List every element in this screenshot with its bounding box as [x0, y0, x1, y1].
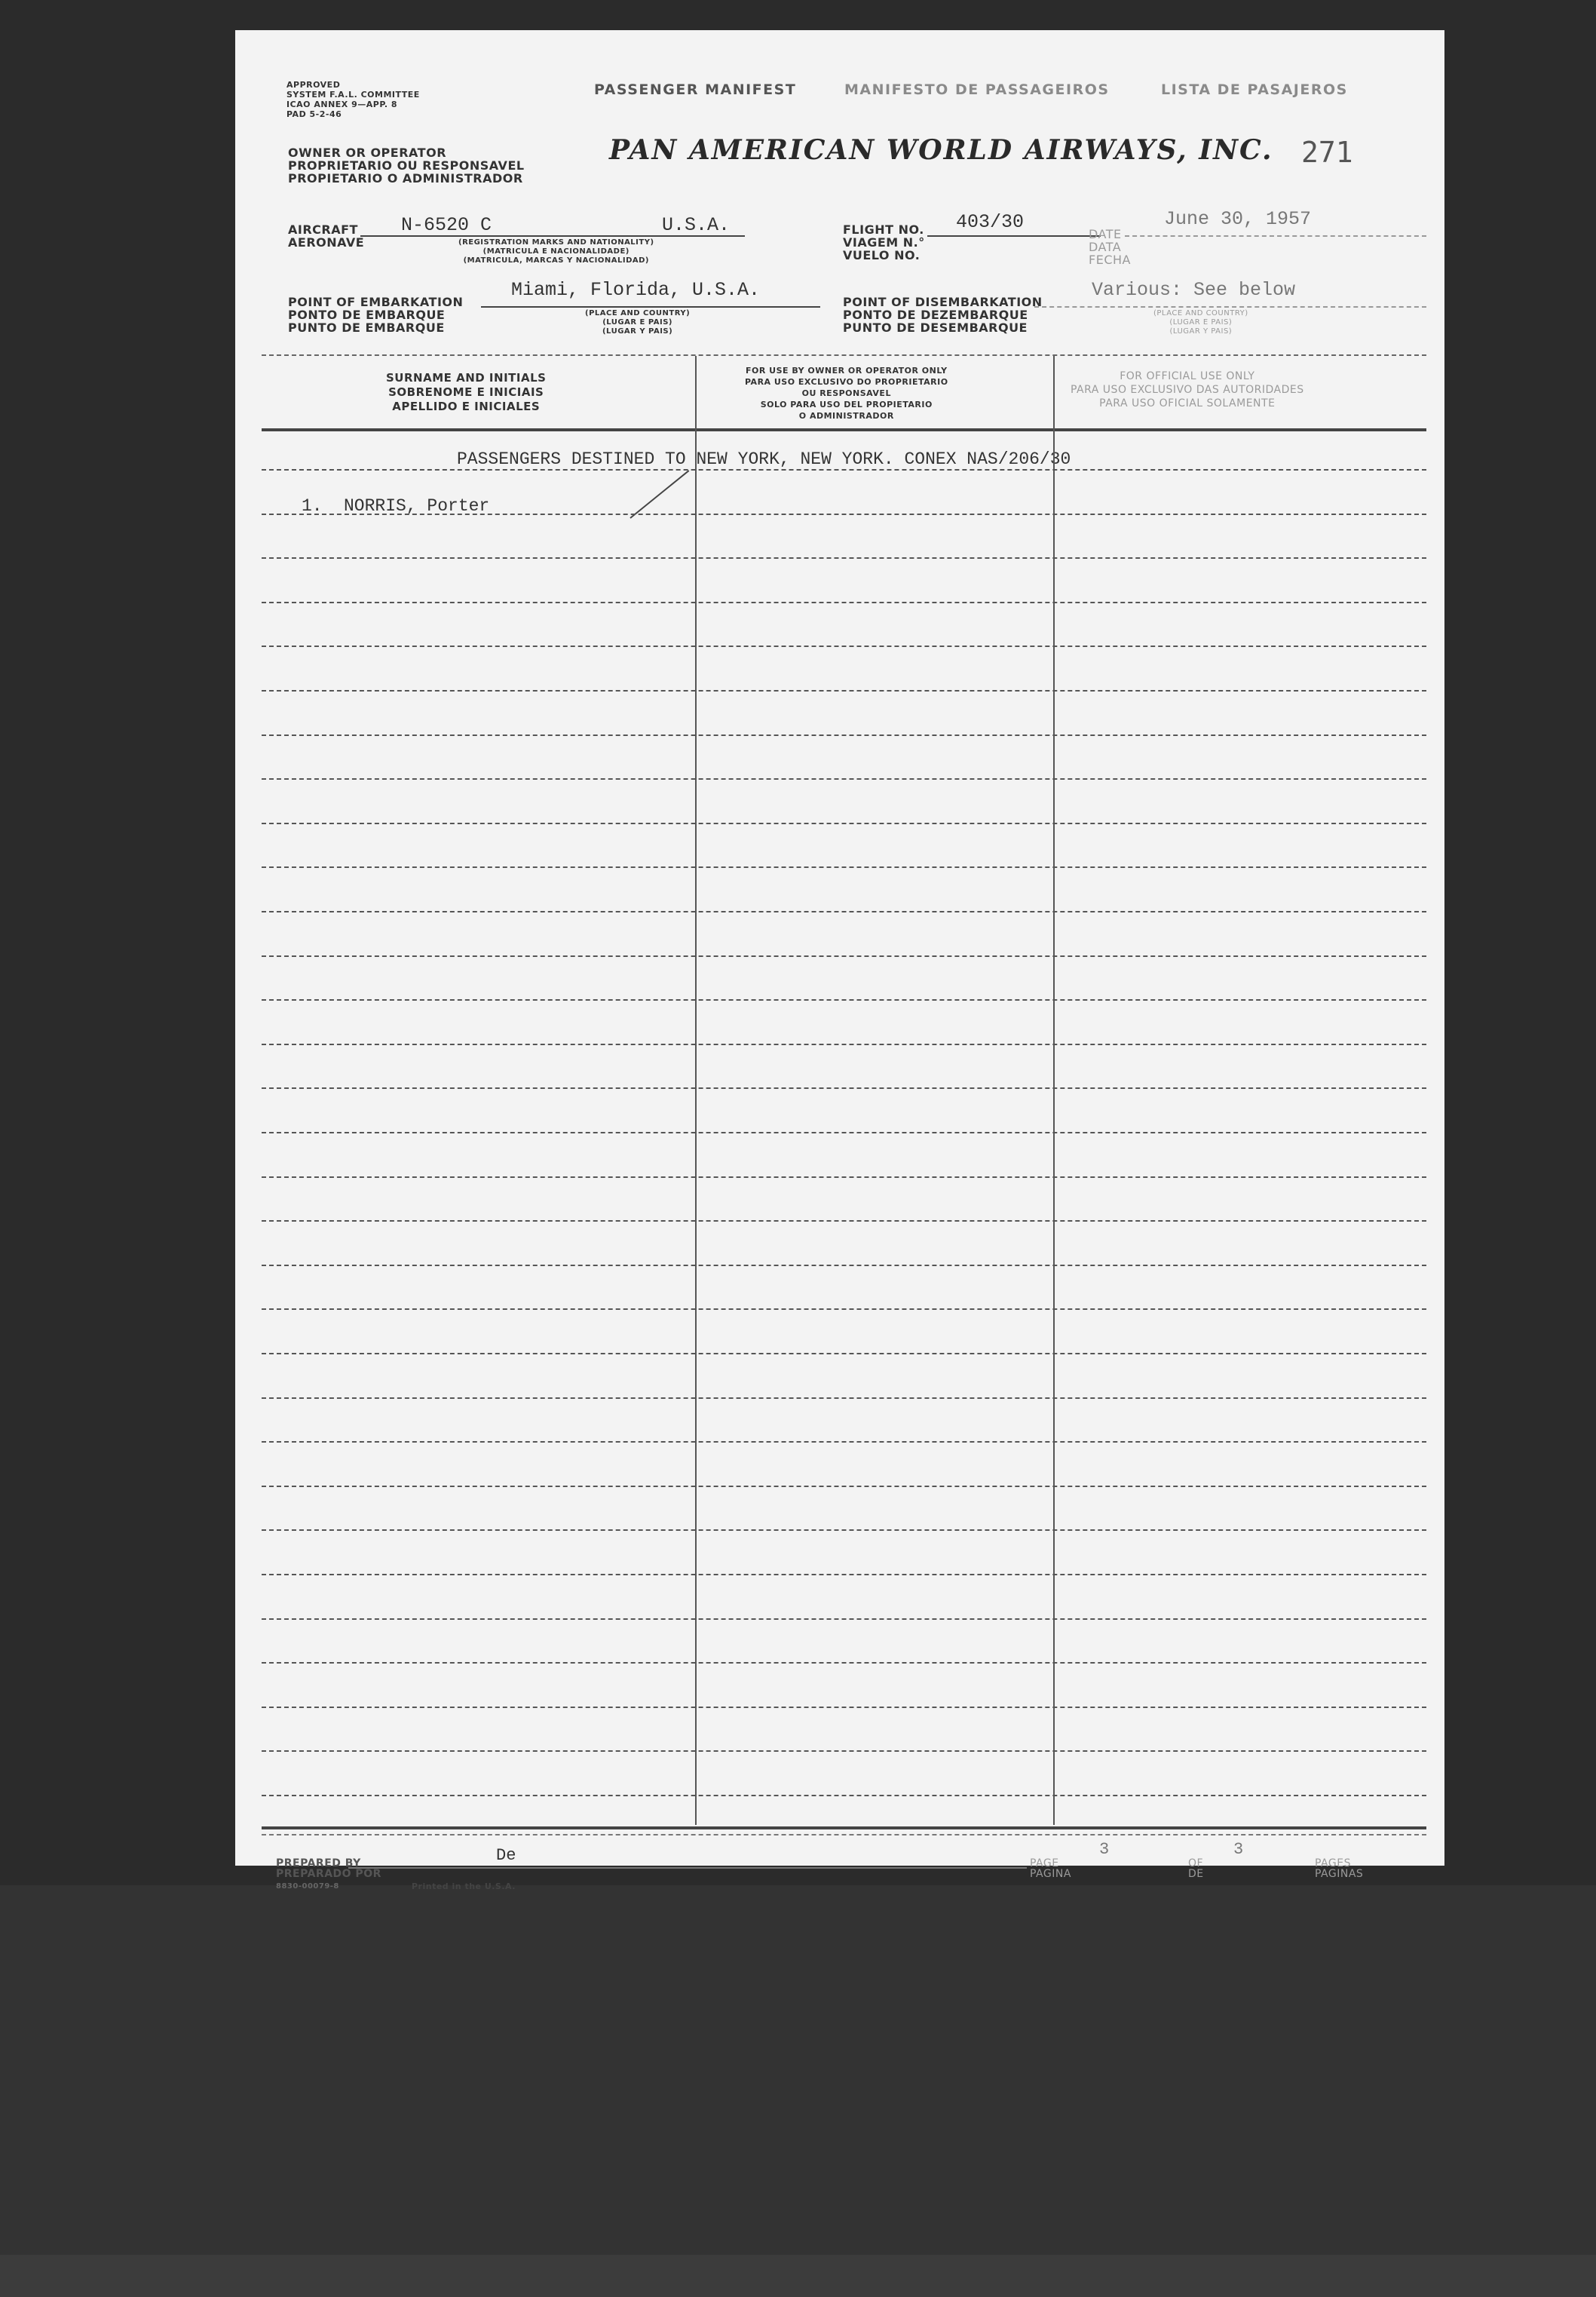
ruled-line — [262, 1353, 1426, 1354]
ruled-line — [262, 602, 1426, 603]
ruled-line — [262, 1750, 1426, 1752]
ruled-line — [262, 646, 1426, 647]
date-label: DATE DATA FECHA — [1089, 227, 1131, 267]
page-label: PAGE PAGINA — [1030, 1857, 1071, 1880]
ruled-line — [262, 734, 1426, 736]
ruled-line — [262, 1220, 1426, 1222]
title-english: PASSENGER MANIFEST — [594, 81, 797, 98]
embarkation-place: Miami, Florida, U.S.A. — [511, 279, 761, 301]
ruled-line — [262, 1662, 1426, 1664]
microfilm-background — [0, 1885, 1596, 2297]
ruled-lines — [235, 30, 1444, 1866]
column-header-surname: SURNAME AND INITIALS SOBRENOME E INICIAIS APELLIDO E INICIALES — [386, 371, 547, 413]
disembarkation-sublabel: (PLACE AND COUNTRY) (LUGAR E PAIS) (LUGAR Y PAIS) — [1153, 309, 1248, 336]
destination-note: PASSENGERS DESTINED TO NEW YORK, NEW YORK. CONEX NAS/206/30 — [457, 449, 1071, 469]
column-divider-right — [1053, 356, 1055, 1825]
embarkation-sublabel: (PLACE AND COUNTRY) (LUGAR E PAIS) (LUGAR Y PAIS) — [585, 309, 691, 336]
airline-name: PAN AMERICAN WORLD AIRWAYS, INC. — [609, 134, 1273, 166]
prepared-by: De — [496, 1846, 516, 1865]
pages-label: PAGES PAGINAS — [1315, 1857, 1364, 1880]
microfilm-edge — [0, 2255, 1596, 2297]
passenger-index: 1. — [302, 496, 323, 516]
page-number: 3 — [1099, 1840, 1110, 1859]
manifest-form — [235, 30, 1444, 1891]
ruled-line — [262, 557, 1426, 559]
ruled-line — [262, 1132, 1426, 1133]
ruled-line — [262, 469, 1426, 471]
aircraft-sublabel: (REGISTRATION MARKS AND NATIONALITY) (MATRICULA E NACIONALIDADE) (MATRICULA, MARCAS Y NACIONALIDAD) — [458, 238, 654, 265]
flight-number: 403/30 — [956, 211, 1025, 233]
ruled-line — [262, 999, 1426, 1001]
prepared-label: PREPARED BY PREPARADO POR — [276, 1857, 381, 1880]
of-label: OF DE — [1188, 1857, 1204, 1880]
ruled-line — [262, 690, 1426, 692]
flight-label: FLIGHT NO. VIAGEM N.° VUELO NO. — [843, 222, 925, 262]
disembarkation-label: POINT OF DISEMBARKATION PONTO DE DEZEMBARQUE PUNTO DE DESEMBARQUE — [843, 295, 1043, 335]
ruled-line — [262, 1486, 1426, 1487]
ruled-line — [262, 1441, 1426, 1443]
ruled-line — [262, 778, 1426, 780]
ruled-line — [262, 823, 1426, 824]
table-bottom-rule-2 — [262, 1834, 1426, 1835]
disembarkation-place: Various: See below — [1092, 279, 1296, 301]
approval-note: APPROVED SYSTEM F.A.L. COMMITTEE ICAO ANNEX 9—APP. 8 PAD 5-2-46 — [286, 80, 420, 119]
column-divider-left — [695, 356, 697, 1825]
prepared-underline — [348, 1867, 1027, 1869]
ruled-line — [262, 955, 1426, 957]
ruled-line — [262, 1529, 1426, 1531]
flight-date: June 30, 1957 — [1164, 208, 1312, 230]
ruled-line — [262, 1308, 1426, 1310]
title-spanish: LISTA DE PASAJEROS — [1161, 81, 1348, 98]
aircraft-registration: N-6520 C — [401, 214, 492, 236]
form-code: 8830-00079-8 — [276, 1882, 339, 1891]
ruled-line — [262, 1265, 1426, 1266]
aircraft-label: AIRCRAFT AERONAVE — [288, 222, 365, 250]
ruled-line — [262, 1087, 1426, 1089]
ruled-line — [262, 1618, 1426, 1620]
ruled-line — [262, 911, 1426, 912]
page-total: 3 — [1233, 1840, 1244, 1859]
printed-note: Printed in the U.S.A. — [412, 1881, 516, 1891]
ruled-line — [262, 1707, 1426, 1708]
passenger-name: NORRIS, Porter — [344, 496, 490, 516]
ruled-line — [262, 1176, 1426, 1178]
sheet-number: 271 — [1301, 136, 1353, 169]
ruled-line — [262, 866, 1426, 868]
column-header-official-use: FOR OFFICIAL USE ONLY PARA USO EXCLUSIVO DAS AUTORIDADES PARA USO OFICIAL SOLAMENTE — [1071, 370, 1304, 409]
embarkation-label: POINT OF EMBARKATION PONTO DE EMBARQUE PUNTO DE EMBARQUE — [288, 295, 464, 335]
column-header-owner-use: FOR USE BY OWNER OR OPERATOR ONLY PARA USO EXCLUSIVO DO PROPRIETARIO OU RESPONSAVEL SOLO PARA USO DEL PROPIETARIO O ADMINISTRADOR — [745, 366, 948, 421]
owner-label: OWNER OR OPERATOR PROPRIETARIO OU RESPONSAVEL PROPIETARIO O ADMINISTRADOR — [288, 146, 525, 186]
table-bottom-rule — [262, 1826, 1426, 1829]
ruled-line — [262, 1397, 1426, 1399]
title-portuguese: MANIFESTO DE PASSAGEIROS — [844, 81, 1110, 98]
ruled-line — [262, 1795, 1426, 1796]
ruled-line — [262, 514, 1426, 515]
aircraft-nationality: U.S.A. — [662, 214, 731, 236]
ruled-line — [262, 1044, 1426, 1045]
ruled-line — [262, 1574, 1426, 1575]
